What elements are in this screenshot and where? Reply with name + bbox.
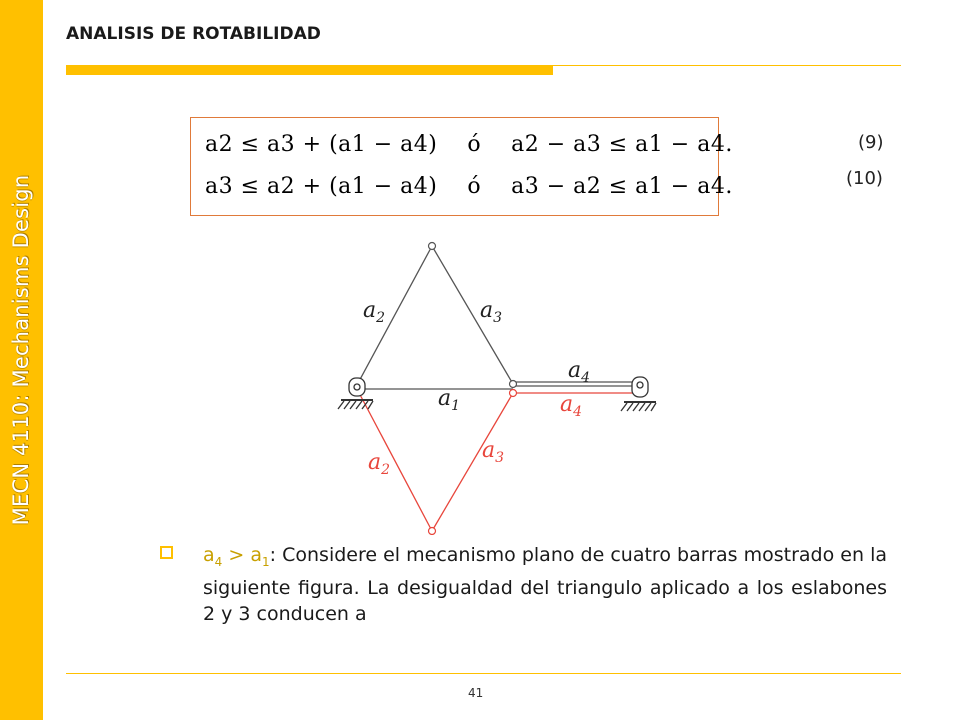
label-a2-black: $a_2$ [363, 298, 386, 326]
title-underline-thick [66, 65, 553, 75]
label-a3-black: $a_3$ [480, 298, 503, 326]
title-underline-thin [553, 65, 901, 66]
course-label: MECN 4110: Mechanisms Design [9, 174, 33, 526]
equation-9-conj: ó [467, 132, 482, 157]
joint-bottom-red [429, 528, 436, 535]
equation-number-9: (9) [858, 132, 884, 153]
equation-9-lhs: a2 ≤ a3 + (a1 − a4) [205, 132, 438, 157]
label-a4-black: $a_4$ [568, 358, 591, 386]
equation-10-rhs: a3 − a2 ≤ a1 − a4. [511, 174, 733, 199]
bullet-paragraph [203, 542, 887, 627]
equation-10-conj: ó [467, 174, 482, 199]
equation-10-lhs: a3 ≤ a2 + (a1 − a4) [205, 174, 438, 199]
page-number: 41 [468, 686, 484, 700]
joint-top [429, 243, 436, 250]
joint-middle-red [510, 390, 517, 397]
bullet-marker [160, 546, 173, 559]
sidebar-band [0, 0, 43, 720]
bullet-condition: $a_4 > a_1$ [203, 544, 270, 569]
equation-10 [205, 174, 733, 199]
slide-title: ANALISIS DE ROTABILIDAD [66, 24, 321, 44]
equation-9-rhs: a2 − a3 ≤ a1 − a4. [511, 132, 733, 157]
label-a4-red: $a_4$ [560, 392, 583, 420]
footer-divider [66, 673, 901, 674]
equation-number-10: (10) [846, 168, 883, 189]
joint-middle [510, 381, 517, 388]
left-ground-pivot [338, 378, 373, 409]
bullet-colon: : [269, 544, 277, 566]
four-bar-mechanism-figure [335, 235, 665, 535]
label-a3-red: $a_3$ [482, 438, 505, 466]
equation-9 [205, 132, 733, 157]
label-a2-red: $a_2$ [368, 450, 391, 478]
bullet-body: Considere el mecanismo plano de cuatro barras mostrado en la siguiente figura. La desigualdad del triangulo aplicado a los eslabones 2 y 3 conducen a [203, 544, 887, 625]
equation-box [190, 117, 733, 216]
label-a1-black: $a_1$ [438, 386, 461, 414]
